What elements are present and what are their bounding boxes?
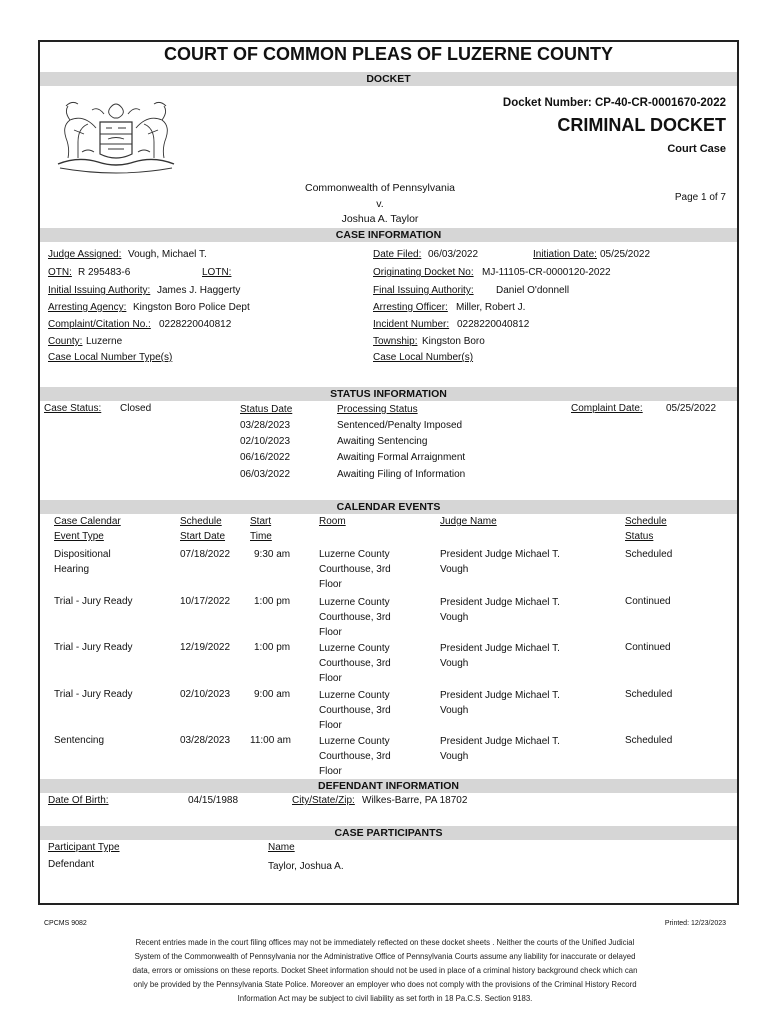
township-value: Kingston Boro (422, 336, 485, 347)
calendar-date-header: Start Date (180, 531, 226, 542)
otn-label: OTN: (48, 267, 72, 278)
date-of-birth-label: Date Of Birth: (48, 795, 109, 806)
form-id: CPCMS 9082 (44, 920, 87, 927)
event-type: Trial - Jury Ready (54, 642, 133, 653)
arresting-officer-label: Arresting Officer: (373, 302, 448, 313)
calendar-type-header: Case Calendar (54, 516, 121, 527)
event-type: Sentencing (54, 735, 105, 746)
event-room: Courthouse, 3rd (319, 564, 391, 575)
processing-status-header: Processing Status (337, 404, 418, 415)
caption-commonwealth: Commonwealth of Pennsylvania (305, 182, 455, 194)
event-time: 9:00 am (254, 689, 291, 700)
event-room: Floor (319, 673, 342, 684)
case-status-label: Case Status: (44, 403, 102, 414)
disclaimer (80, 936, 690, 1006)
participant-name: Taylor, Joshua A. (268, 861, 344, 872)
page-number: Page 1 of 7 (674, 192, 726, 203)
event-status: Continued (625, 596, 671, 607)
event-status: Scheduled (625, 689, 673, 700)
event-room: Courthouse, 3rd (319, 658, 391, 669)
county-value: Luzerne (86, 336, 123, 347)
event-judge: Vough (440, 658, 469, 669)
event-date: 02/10/2023 (180, 689, 231, 700)
event-room: Luzerne County (319, 736, 390, 747)
case-local-number-label: Case Local Number(s) (373, 352, 474, 363)
participant-type: Defendant (48, 859, 95, 870)
arresting-agency-value: Kingston Boro Police Dept (133, 302, 250, 313)
event-status: Continued (625, 642, 671, 653)
event-date: 03/28/2023 (180, 735, 231, 746)
originating-docket-value: MJ-11105-CR-0000120-2022 (482, 267, 611, 278)
case-local-number-type-label: Case Local Number Type(s) (48, 352, 173, 363)
docket-number: Docket Number: CP-40-CR-0001670-2022 (502, 97, 726, 109)
event-date: 12/19/2022 (180, 642, 231, 653)
event-judge: President Judge Michael T. (440, 549, 560, 560)
status-date: 03/28/2023 (240, 420, 291, 431)
printed-date: Printed: 12/23/2023 (664, 920, 726, 927)
participant-name-header: Name (268, 842, 295, 853)
city-state-zip-label: City/State/Zip: (292, 795, 355, 806)
processing-status: Sentenced/Penalty Imposed (337, 420, 463, 431)
event-status: Scheduled (625, 549, 673, 560)
complaint-citation-label: Complaint/Citation No.: (48, 319, 151, 330)
calendar-time-header: Time (250, 531, 272, 542)
event-type: Hearing (54, 564, 90, 575)
processing-status: Awaiting Sentencing (337, 436, 428, 447)
caption-defendant: Joshua A. Taylor (341, 213, 419, 225)
complaint-date-label: Complaint Date: (571, 403, 643, 414)
event-room: Floor (319, 627, 342, 638)
event-time: 1:00 pm (254, 642, 291, 653)
initial-issuing-authority-value: James J. Haggerty (157, 285, 241, 296)
event-room: Floor (319, 720, 342, 731)
date-filed-value: 06/03/2022 (428, 249, 479, 260)
calendar-judge-header: Judge Name (440, 516, 497, 527)
date-filed-label: Date Filed: (373, 249, 422, 260)
lotn-label: LOTN: (202, 267, 232, 278)
originating-docket-label: Originating Docket No: (373, 267, 474, 278)
event-room: Courthouse, 3rd (319, 612, 391, 623)
pennsylvania-seal-icon (48, 94, 184, 176)
event-room: Luzerne County (319, 597, 390, 608)
status-date: 06/16/2022 (240, 452, 291, 463)
event-time: 11:00 am (250, 735, 291, 746)
final-issuing-authority-label: Final Issuing Authority: (373, 285, 474, 296)
event-judge: President Judge Michael T. (440, 597, 560, 608)
case-participants-band: CASE PARTICIPANTS (40, 826, 737, 840)
city-state-zip-value: Wilkes-Barre, PA 18702 (362, 795, 468, 806)
disclaimer-line: data, errors or omissions on these reports. Docket Sheet information should not be used in place of a criminal history background check which can (132, 966, 638, 975)
incident-number-value: 0228220040812 (457, 319, 530, 330)
event-type: Dispositional (54, 549, 111, 560)
event-judge: President Judge Michael T. (440, 690, 560, 701)
event-judge: Vough (440, 564, 469, 575)
judge-value: Vough, Michael T. (128, 249, 207, 260)
status-date: 02/10/2023 (240, 436, 291, 447)
event-room: Courthouse, 3rd (319, 751, 391, 762)
event-room: Luzerne County (319, 549, 390, 560)
processing-status: Awaiting Filing of Information (337, 469, 466, 480)
initial-issuing-authority-label: Initial Issuing Authority: (48, 285, 151, 296)
event-room: Luzerne County (319, 643, 390, 654)
docket-band: DOCKET (40, 72, 737, 86)
date-of-birth-value: 04/15/1988 (188, 795, 239, 806)
calendar-time-header: Start (250, 516, 272, 527)
calendar-status-header: Status (625, 531, 654, 542)
event-room: Courthouse, 3rd (319, 705, 391, 716)
initiation-date-label: Initiation Date: (533, 249, 597, 260)
event-type: Trial - Jury Ready (54, 689, 133, 700)
county-label: County: (48, 336, 83, 347)
event-room: Floor (319, 766, 342, 777)
case-information-band: CASE INFORMATION (40, 228, 737, 242)
incident-number-label: Incident Number: (373, 319, 450, 330)
status-information-band: STATUS INFORMATION (40, 387, 737, 401)
event-time: 9:30 am (254, 549, 291, 560)
arresting-agency-label: Arresting Agency: (48, 302, 127, 313)
status-date-header: Status Date (240, 404, 293, 415)
complaint-date-value: 05/25/2022 (666, 403, 717, 414)
complaint-citation-value: 0228220040812 (159, 319, 232, 330)
event-type: Trial - Jury Ready (54, 596, 133, 607)
calendar-room-header: Room (319, 516, 346, 527)
status-date: 06/03/2022 (240, 469, 291, 480)
township-label: Township: (373, 336, 418, 347)
calendar-date-header: Schedule (180, 516, 222, 527)
event-judge: President Judge Michael T. (440, 736, 560, 747)
criminal-docket-title: CRIMINAL DOCKET (557, 115, 726, 135)
event-room: Luzerne County (319, 690, 390, 701)
event-status: Scheduled (625, 735, 673, 746)
calendar-type-header: Event Type (54, 531, 104, 542)
disclaimer-line: only be provided by the Pennsylvania State Police. Moreover an employer who does not comply with the provisions of the Criminal History Record (133, 980, 637, 989)
caption-versus: v. (376, 198, 384, 210)
event-date: 10/17/2022 (180, 596, 231, 607)
court-case-label: Court Case (667, 143, 726, 155)
event-judge: Vough (440, 612, 469, 623)
defendant-information-band: DEFENDANT INFORMATION (40, 779, 737, 793)
processing-status: Awaiting Formal Arraignment (337, 452, 466, 463)
event-room: Floor (319, 579, 342, 590)
disclaimer-line: Recent entries made in the court filing offices may not be immediately reflected on these docket sheets . Neither the courts of the Unified Judicial (135, 938, 635, 947)
arresting-officer-value: Miller, Robert J. (456, 302, 526, 313)
participant-type-header: Participant Type (48, 842, 120, 853)
judge-label: Judge Assigned: (48, 249, 122, 260)
court-title: COURT OF COMMON PLEAS OF LUZERNE COUNTY (164, 44, 613, 64)
disclaimer-line: System of the Commonwealth of Pennsylvania nor the Administrative Office of Pennsylvania Courts assume any liability for inaccurate or delayed (134, 952, 636, 961)
event-judge: Vough (440, 705, 469, 716)
disclaimer-line: Information Act may be subject to civil liability as set forth in 18 Pa.C.S. Section 9183. (237, 994, 533, 1003)
final-issuing-authority-value: Daniel O'donnell (496, 285, 570, 296)
event-judge: Vough (440, 751, 469, 762)
calendar-events-band: CALENDAR EVENTS (40, 500, 737, 514)
otn-value: R 295483-6 (78, 267, 131, 278)
initiation-date-value: 05/25/2022 (600, 249, 651, 260)
event-time: 1:00 pm (254, 596, 291, 607)
event-date: 07/18/2022 (180, 549, 231, 560)
calendar-status-header: Schedule (625, 516, 667, 527)
event-judge: President Judge Michael T. (440, 643, 560, 654)
case-status-value: Closed (120, 403, 152, 414)
